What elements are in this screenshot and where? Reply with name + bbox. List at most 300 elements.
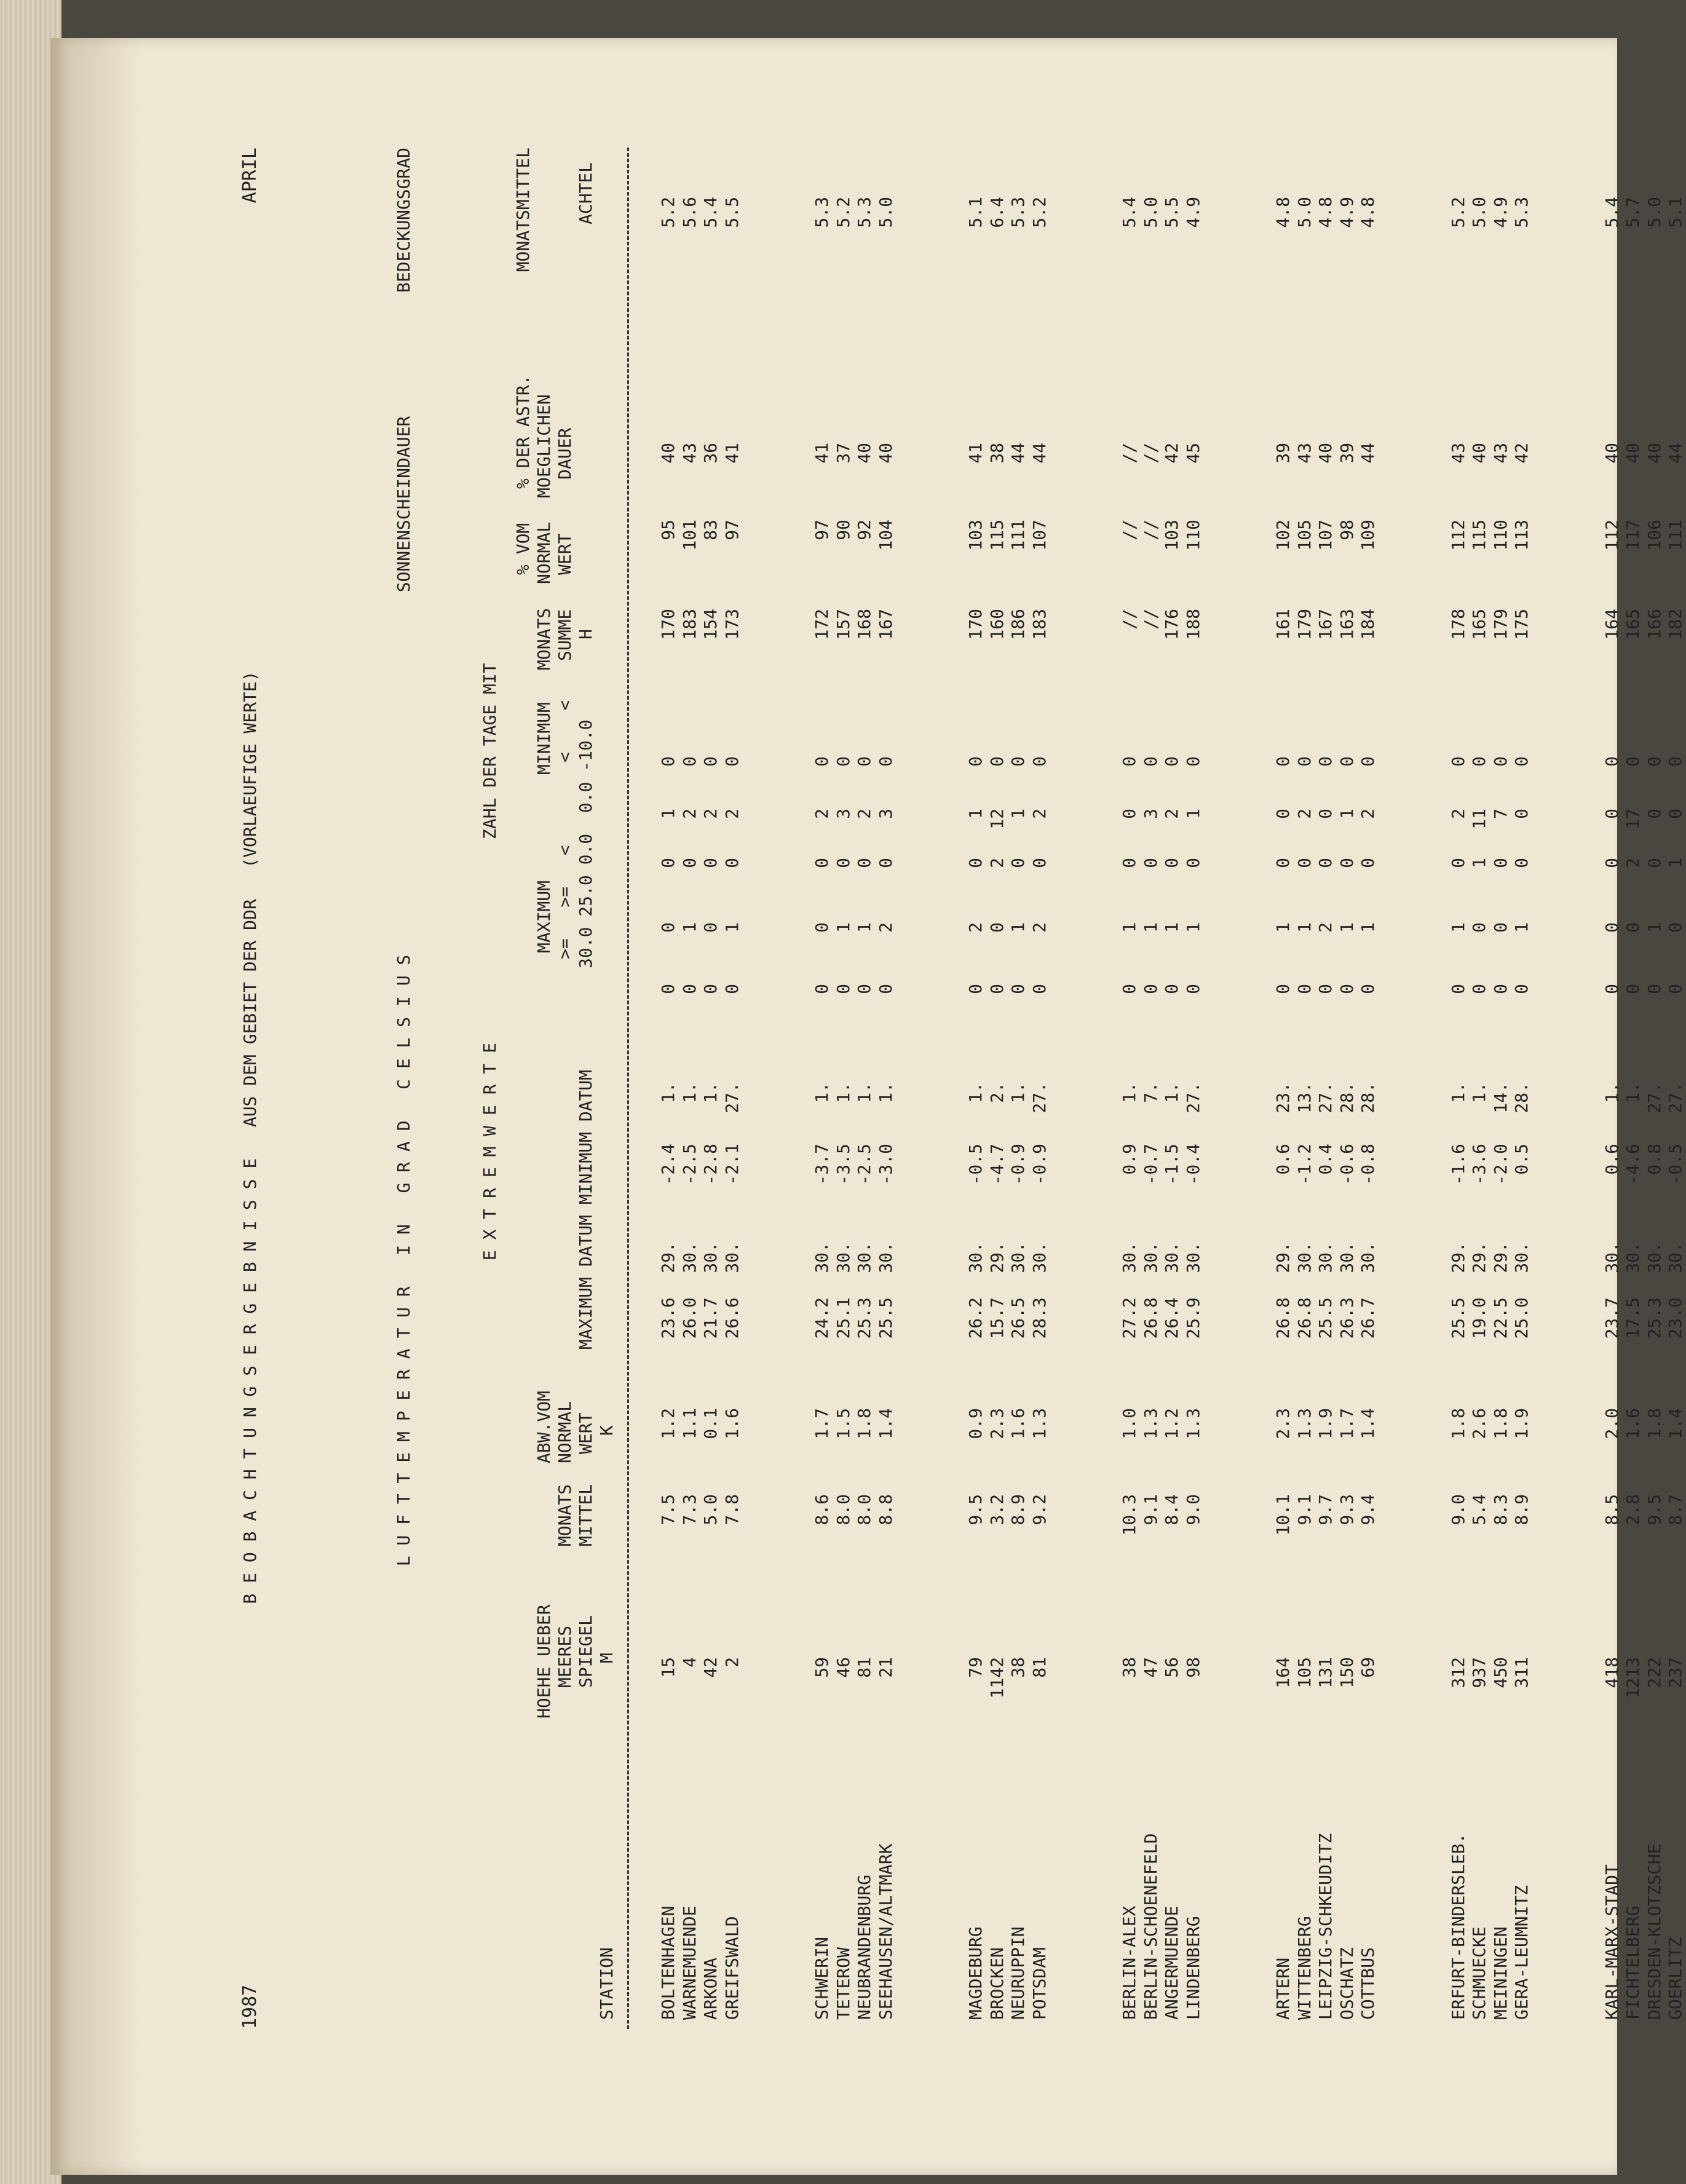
cell-lt0: 0 [1315, 858, 1336, 868]
cell-abw: 1.4 [1358, 1408, 1378, 1439]
page-gutter-shadow [50, 38, 143, 2175]
cell-mittel: 5.0 [700, 1494, 721, 1525]
cell-pn: // [1119, 520, 1139, 540]
station-name: MEININGEN [1490, 1926, 1511, 2020]
cell-max: 26.3 [1336, 1297, 1357, 1339]
cell-max: 25.5 [1315, 1297, 1336, 1339]
cell-bed: 4.8 [1273, 197, 1293, 228]
cell-min-d: 1. [833, 1082, 853, 1103]
cell-hoehe: 21 [875, 1657, 896, 1678]
cell-g30: 0 [700, 984, 721, 994]
cell-lt0: 0 [700, 858, 721, 868]
cell-max: 17.5 [1623, 1297, 1643, 1339]
cell-g25: 1 [1447, 922, 1468, 933]
cell-mittel: 8.3 [1490, 1494, 1511, 1525]
cell-g25: 1 [1336, 922, 1357, 933]
hdr-zahl-tage: ZAHL DER TAGE MIT [480, 663, 500, 839]
cell-max: 25.5 [875, 1297, 896, 1339]
station-name: LINDENBERG [1182, 1916, 1203, 2020]
cell-min0: 0 [1273, 809, 1293, 819]
cell-pa: 40 [1644, 443, 1664, 464]
cell-pa: 41 [812, 443, 832, 464]
cell-lt0: 1 [1665, 858, 1685, 868]
cell-lt0: 2 [1623, 858, 1643, 868]
cell-min: -4.7 [986, 1144, 1007, 1185]
cell-mittel: 9.4 [1358, 1494, 1378, 1525]
cell-min: 0.9 [1119, 1144, 1139, 1175]
cell-g30: 0 [1665, 984, 1685, 994]
cell-min10: 0 [1358, 756, 1378, 767]
cell-lt0: 0 [1008, 858, 1028, 868]
cell-bed: 5.4 [1119, 197, 1139, 228]
cell-max-d: 30. [875, 1242, 896, 1273]
hdr-extremwerte: E X T R E M W E R T E [480, 1042, 500, 1260]
cell-pn: 115 [986, 520, 1007, 551]
cell-lt0: 0 [721, 858, 742, 868]
cell-max: 22.5 [1490, 1297, 1511, 1339]
cell-pn: 97 [721, 520, 742, 540]
cell-min-d: 1. [854, 1082, 874, 1103]
cell-max-d: 30. [965, 1242, 986, 1273]
cell-pn: 106 [1644, 520, 1664, 551]
cell-max-d: 29. [986, 1242, 1007, 1273]
cell-max-d: 30. [1315, 1242, 1336, 1273]
cell-abw: 1.8 [1447, 1408, 1468, 1439]
cell-mittel: 8.9 [1008, 1494, 1028, 1525]
cell-abw: 1.8 [1490, 1408, 1511, 1439]
cell-bed: 4.8 [1315, 197, 1336, 228]
cell-g30: 0 [1336, 984, 1357, 994]
cell-max: 26.7 [1358, 1297, 1378, 1339]
station-name: OSCHATZ [1336, 1947, 1357, 2020]
cell-hoehe: 98 [1182, 1657, 1203, 1678]
month-label: APRIL [239, 148, 261, 204]
cell-min10: 0 [875, 756, 896, 767]
cell-mittel: 8.9 [1511, 1494, 1532, 1525]
cell-g30: 0 [854, 984, 874, 994]
cell-min10: 0 [1294, 756, 1315, 767]
hdr-vom-normal-2: NORMAL [534, 521, 554, 584]
cell-min: 0.5 [1511, 1144, 1532, 1175]
cell-max: 28.3 [1029, 1297, 1050, 1339]
cell-abw: 2.0 [1601, 1408, 1622, 1439]
cell-g25: 1 [1182, 922, 1203, 933]
cell-pa: 40 [1601, 443, 1622, 464]
cell-mittel: 5.4 [1469, 1494, 1489, 1525]
cell-min: -2.0 [1490, 1144, 1511, 1185]
cell-max: 21.7 [700, 1297, 721, 1339]
station-name: GOERLITZ [1665, 1937, 1685, 2020]
cell-min-d: 14. [1490, 1082, 1511, 1114]
cell-lt0: 0 [1336, 858, 1357, 868]
cell-pn: 113 [1511, 520, 1532, 551]
cell-lt0: 0 [875, 858, 896, 868]
station-name: WITTENBERG [1294, 1916, 1315, 2020]
cell-g30: 0 [1294, 984, 1315, 994]
cell-min: -2.5 [679, 1144, 700, 1185]
cell-lt0: 0 [1140, 858, 1161, 868]
cell-hoehe: 937 [1469, 1657, 1489, 1688]
cell-pn: 107 [1315, 520, 1336, 551]
cell-min0: 2 [679, 809, 700, 819]
cell-g25: 2 [1315, 922, 1336, 933]
cell-max: 25.0 [1511, 1297, 1532, 1339]
cell-pn: 111 [1008, 520, 1028, 551]
cell-lt0: 0 [1511, 858, 1532, 868]
cell-min0: 2 [721, 809, 742, 819]
cell-min10: 0 [1008, 756, 1028, 767]
cell-g30: 0 [833, 984, 853, 994]
cell-min: -2.5 [854, 1144, 874, 1185]
cell-abw: 1.3 [1029, 1408, 1050, 1439]
cell-min-d: 1. [1623, 1082, 1643, 1103]
cell-max: 26.0 [679, 1297, 700, 1339]
cell-g30: 0 [1644, 984, 1664, 994]
cell-min: -2.8 [700, 1144, 721, 1185]
cell-abw: 1.9 [1315, 1408, 1336, 1439]
cell-g25: 0 [1623, 922, 1643, 933]
cell-g30: 0 [1490, 984, 1511, 994]
station-name: ANGERMUENDE [1162, 1905, 1182, 2020]
station-name: SCHWERIN [812, 1937, 832, 2020]
cell-hoehe: 47 [1140, 1657, 1161, 1678]
station-name: NEUBRANDENBURG [854, 1874, 874, 2020]
cell-min0: 2 [812, 809, 832, 819]
cell-min0: 1 [1008, 809, 1028, 819]
cell-min-d: 27. [1644, 1082, 1664, 1114]
cell-min: -0.4 [1182, 1144, 1203, 1185]
cell-bed: 5.0 [1140, 197, 1161, 228]
hdr-abw-3: WERT [576, 1412, 596, 1454]
cell-min: -3.0 [875, 1144, 896, 1185]
hdr-summe-2: SUMME [555, 609, 575, 661]
cell-min-d: 28. [1358, 1082, 1378, 1114]
cell-min10: 0 [1601, 756, 1622, 767]
cell-min: -0.8 [1358, 1144, 1378, 1185]
cell-pa: 40 [658, 443, 678, 464]
cell-abw: 2.6 [1469, 1408, 1489, 1439]
cell-max: 26.5 [1008, 1297, 1028, 1339]
cell-mittel: 9.0 [1182, 1494, 1203, 1525]
cell-g30: 0 [1601, 984, 1622, 994]
cell-min-d: 1. [1469, 1082, 1489, 1103]
cell-hoehe: 222 [1644, 1657, 1664, 1688]
cell-g25: 0 [812, 922, 832, 933]
cell-bed: 5.5 [1162, 197, 1182, 228]
cell-lt0: 0 [1294, 858, 1315, 868]
cell-g30: 0 [1447, 984, 1468, 994]
cell-min-d: 1. [1447, 1082, 1468, 1103]
cell-pa: 40 [1315, 443, 1336, 464]
cell-bed: 5.0 [1469, 197, 1489, 228]
cell-mittel: 8.8 [875, 1494, 896, 1525]
cell-min-d: 2. [986, 1082, 1007, 1103]
cell-hoehe: 311 [1511, 1657, 1532, 1688]
cell-pn: 105 [1294, 520, 1315, 551]
cell-hoehe: 81 [1029, 1657, 1050, 1678]
cell-g25: 1 [1644, 922, 1664, 933]
cell-min0: 1 [965, 809, 986, 819]
cell-bed: 6.4 [986, 197, 1007, 228]
cell-mittel: 9.5 [1644, 1494, 1664, 1525]
cell-lt0: 0 [1490, 858, 1511, 868]
cell-sum: 178 [1447, 609, 1468, 640]
hdr-mittel-2: MITTEL [576, 1484, 596, 1546]
station-name: WARNEMUENDE [679, 1905, 700, 2020]
cell-abw: 1.0 [1119, 1408, 1139, 1439]
cell-sum: 183 [1029, 609, 1050, 640]
cell-g25: 2 [965, 922, 986, 933]
cell-pn: 83 [700, 520, 721, 540]
cell-min10: 0 [721, 756, 742, 767]
cell-min-d: 1. [1008, 1082, 1028, 1103]
cell-g30: 0 [1623, 984, 1643, 994]
temperature-title: L U F T T E M P E R A T U R I N G R A D C E L S I U S [394, 954, 414, 1567]
cell-bed: 5.5 [721, 197, 742, 228]
cell-min: 0.8 [1644, 1144, 1664, 1175]
cell-hoehe: 38 [1008, 1657, 1028, 1678]
cell-sum: 175 [1511, 609, 1532, 640]
cell-pa: 38 [986, 443, 1007, 464]
cell-sum: 168 [854, 609, 874, 640]
cell-max-d: 29. [1447, 1242, 1468, 1273]
cell-pn: 112 [1447, 520, 1468, 551]
cell-min-d: 27. [1182, 1082, 1203, 1114]
cell-max: 24.2 [812, 1297, 832, 1339]
cell-lt0: 0 [1447, 858, 1468, 868]
cell-max: 26.8 [1273, 1297, 1293, 1339]
cell-max-d: 30. [1336, 1242, 1357, 1273]
station-name: BERLIN-ALEX [1119, 1905, 1139, 2020]
station-name: DRESDEN-KLOTZSCHE [1644, 1843, 1664, 2020]
cell-lt0: 2 [986, 858, 1007, 868]
cell-lt0: 0 [1644, 858, 1664, 868]
cell-pn: 112 [1601, 520, 1622, 551]
cell-min0: 1 [658, 809, 678, 819]
cell-hoehe: 312 [1447, 1657, 1468, 1688]
cell-mittel: 9.5 [965, 1494, 986, 1525]
cell-max: 26.6 [721, 1297, 742, 1339]
cell-g30: 0 [679, 984, 700, 994]
cell-abw: 1.3 [1140, 1408, 1161, 1439]
cell-abw: 1.1 [679, 1408, 700, 1439]
cell-bed: 5.2 [658, 197, 678, 228]
cell-max-d: 30. [1665, 1242, 1685, 1273]
station-name: FICHTELBERG [1623, 1905, 1643, 2020]
cell-bed: 5.3 [1008, 197, 1028, 228]
cell-hoehe: 131 [1315, 1657, 1336, 1688]
cell-mittel: 7.3 [679, 1494, 700, 1525]
station-name: MAGDEBURG [965, 1926, 986, 2020]
cell-max: 25.1 [833, 1297, 853, 1339]
cell-sum: 160 [986, 609, 1007, 640]
cell-min-d: 1. [1601, 1082, 1622, 1103]
cell-min10: 0 [700, 756, 721, 767]
cell-bed: 5.7 [1623, 197, 1643, 228]
cell-max-d: 30. [1140, 1242, 1161, 1273]
cell-min0: 3 [833, 809, 853, 819]
cell-sum: 157 [833, 609, 853, 640]
cell-min0: 0 [1315, 809, 1336, 819]
cell-abw: 1.8 [854, 1408, 874, 1439]
cell-lt0: 0 [1358, 858, 1378, 868]
cell-abw: 1.8 [1644, 1408, 1664, 1439]
cell-min0: 3 [875, 809, 896, 819]
cell-max: 23.0 [1665, 1297, 1685, 1339]
cell-pn: 109 [1358, 520, 1378, 551]
cell-min-d: 1. [658, 1082, 678, 1103]
cell-bed: 5.3 [854, 197, 874, 228]
cell-bed: 5.1 [1665, 197, 1685, 228]
cell-pa: 44 [1358, 443, 1378, 464]
cell-abw: 2.3 [986, 1408, 1007, 1439]
cell-min: -2.1 [721, 1144, 742, 1185]
cell-g30: 0 [1511, 984, 1532, 994]
cell-max-d: 30. [1623, 1242, 1643, 1273]
cell-min0: 0 [1644, 809, 1664, 819]
cell-pa: 39 [1336, 443, 1357, 464]
cell-mittel: 10.3 [1119, 1494, 1139, 1536]
cell-pa: 40 [1623, 443, 1643, 464]
station-name: POTSDAM [1029, 1947, 1050, 2020]
cell-bed: 5.4 [700, 197, 721, 228]
cell-mittel: 8.5 [1601, 1494, 1622, 1525]
cell-min0: 0 [1119, 809, 1139, 819]
cell-max-d: 30. [1182, 1242, 1203, 1273]
cell-min10: 0 [965, 756, 986, 767]
cell-min: -0.6 [1336, 1144, 1357, 1185]
cell-hoehe: 56 [1162, 1657, 1182, 1678]
cell-bed: 5.0 [875, 197, 896, 228]
cell-g30: 0 [1469, 984, 1489, 994]
cell-pa: 43 [679, 443, 700, 464]
cell-pa: 44 [1665, 443, 1685, 464]
cell-sum: 163 [1336, 609, 1357, 640]
cell-min10: 0 [1665, 756, 1685, 767]
cell-sum: 167 [1315, 609, 1336, 640]
cell-min10: 0 [1490, 756, 1511, 767]
hdr-abw-2: NORMAL [555, 1401, 575, 1463]
cell-min-d: 27. [721, 1082, 742, 1114]
cell-max-d: 29. [658, 1242, 678, 1273]
cell-min: -3.5 [833, 1144, 853, 1185]
cell-min-d: 1. [1162, 1082, 1182, 1103]
hdr-astr-1: % DER ASTR. [513, 374, 533, 489]
cell-mittel: 9.2 [1029, 1494, 1050, 1525]
cell-min: -0.9 [1029, 1144, 1050, 1185]
cell-min10: 0 [1182, 756, 1203, 767]
hdr-achtel: ACHTEL [576, 162, 596, 224]
cell-abw: 1.3 [1294, 1408, 1315, 1439]
cell-mittel: 8.7 [1665, 1494, 1685, 1525]
hdr-abw-1: ABW.VOM [534, 1390, 554, 1463]
cell-min10: 0 [833, 756, 853, 767]
cell-sum: 164 [1601, 609, 1622, 640]
cell-bed: 5.2 [1447, 197, 1468, 228]
cell-hoehe: 105 [1294, 1657, 1315, 1688]
cell-g30: 0 [812, 984, 832, 994]
cell-min0: 0 [1601, 809, 1622, 819]
cell-pn: 110 [1182, 520, 1203, 551]
cell-max: 25.5 [1447, 1297, 1468, 1339]
cell-abw: 1.9 [1511, 1408, 1532, 1439]
cell-mittel: 10.1 [1273, 1494, 1293, 1536]
station-name: NEURUPPIN [1008, 1926, 1028, 2020]
cell-min0: 2 [700, 809, 721, 819]
cell-mittel: 3.2 [986, 1494, 1007, 1525]
cell-pn: 95 [658, 520, 678, 540]
hdr-astr-2: MOEGLICHEN [534, 394, 554, 498]
cell-pa: 44 [1029, 443, 1050, 464]
cell-min0: 11 [1469, 809, 1489, 829]
cell-sum: 179 [1294, 609, 1315, 640]
cell-sum: 183 [679, 609, 700, 640]
cell-hoehe: 2 [721, 1657, 742, 1668]
cell-pa: 41 [965, 443, 986, 464]
cell-min10: 0 [1447, 756, 1468, 767]
cell-min0: 0 [1511, 809, 1532, 819]
hdr-vom-normal-3: WERT [555, 533, 575, 575]
cell-sum: 184 [1358, 609, 1378, 640]
cell-lt0: 0 [1273, 858, 1293, 868]
cell-min10: 0 [1273, 756, 1293, 767]
station-name: KARL-MARX-STADT [1601, 1864, 1622, 2020]
cell-pa: 37 [833, 443, 853, 464]
cell-g25: 1 [854, 922, 874, 933]
cell-min10: 0 [1623, 756, 1643, 767]
cell-min10: 0 [1140, 756, 1161, 767]
cell-min0: 17 [1623, 809, 1643, 829]
cell-g30: 0 [986, 984, 1007, 994]
cell-pn: 90 [833, 520, 853, 540]
cell-g30: 0 [1182, 984, 1203, 994]
cell-mittel: 9.1 [1294, 1494, 1315, 1525]
cell-hoehe: 150 [1336, 1657, 1357, 1688]
hdr-minimum: MINIMUM [534, 702, 554, 775]
station-name: ARKONA [700, 1957, 721, 2020]
cell-g25: 1 [1511, 922, 1532, 933]
cell-g25: 1 [833, 922, 853, 933]
cell-sum: // [1119, 609, 1139, 630]
cell-pn: 104 [875, 520, 896, 551]
hdr-hoehe-3: SPIEGEL [576, 1615, 596, 1688]
cell-hoehe: 418 [1601, 1657, 1622, 1688]
cell-pa: 44 [1008, 443, 1028, 464]
cell-lt0: 1 [1469, 858, 1489, 868]
cell-max: 25.3 [854, 1297, 874, 1339]
cell-max-d: 30. [812, 1242, 832, 1273]
hdr-cmp-max: >= >= < [555, 845, 575, 959]
cell-bed: 4.9 [1490, 197, 1511, 228]
cell-min10: 0 [1315, 756, 1336, 767]
cell-min0: 2 [1162, 809, 1182, 819]
cell-g25: 1 [1162, 922, 1182, 933]
cell-pn: 102 [1273, 520, 1293, 551]
cell-max: 27.2 [1119, 1297, 1139, 1339]
cell-g25: 1 [679, 922, 700, 933]
cell-pn: 97 [812, 520, 832, 540]
cell-hoehe: 46 [833, 1657, 853, 1678]
cell-g25: 1 [1273, 922, 1293, 933]
cell-max: 19.0 [1469, 1297, 1489, 1339]
cell-pa: // [1119, 443, 1139, 464]
cell-sum: 167 [875, 609, 896, 640]
cell-g25: 0 [658, 922, 678, 933]
cell-mittel: 8.4 [1162, 1494, 1182, 1525]
cell-pa: 36 [700, 443, 721, 464]
cell-min: -1.2 [1294, 1144, 1315, 1185]
cell-min: -1.5 [1162, 1144, 1182, 1185]
